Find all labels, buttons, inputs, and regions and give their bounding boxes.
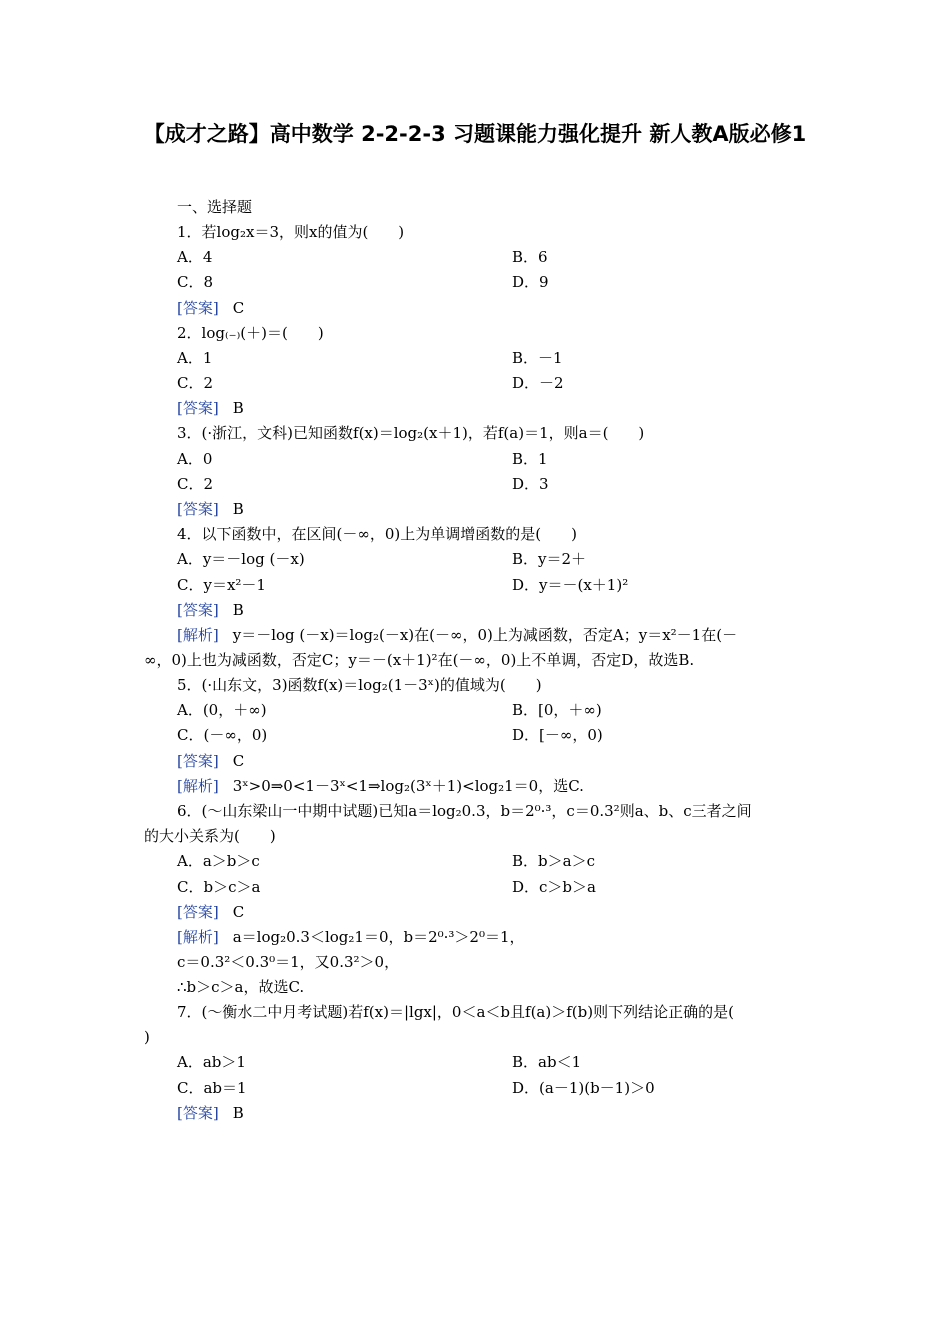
page-title: 【成才之路】高中数学 2-2-2-3 习题课能力强化提升 新人教A版必修1 (143, 122, 807, 146)
q1-option-c: C．8 (177, 273, 214, 291)
q5-option-d: D．[－∞，0) (512, 726, 603, 744)
q2-answer (177, 398, 244, 418)
q7-option-c: C．ab＝1 (177, 1079, 247, 1097)
answer-value: C (232, 752, 245, 770)
q5-answer (177, 751, 244, 771)
section-heading: 一、选择题 (177, 198, 253, 216)
question-4-stem: 4．以下函数中，在区间(－∞，0)上为单调增函数的是( ) (177, 525, 577, 543)
analysis-text: y＝－log (－x)＝log₂(－x)在(－∞，0)上为减函数，否定A；y＝x²－1在(－ (232, 626, 738, 644)
q7-option-d: D．(a－1)(b－1)＞0 (512, 1079, 655, 1097)
q7-answer (177, 1103, 244, 1123)
question-3-stem: 3．(·浙江，文科)已知函数f(x)＝log₂(x＋1)，若f(a)＝1，则a＝( ) (177, 424, 645, 442)
answer-value: C (232, 299, 245, 317)
answer-value: B (232, 500, 244, 518)
q2-option-a: A．1 (177, 349, 213, 367)
analysis-tag: [解析] (177, 928, 219, 946)
q5-option-c: C．(－∞，0) (177, 726, 268, 744)
answer-tag: [答案] (177, 399, 219, 417)
answer-value: B (232, 601, 244, 619)
answer-tag: [答案] (177, 299, 219, 317)
q6-analysis (177, 927, 525, 947)
analysis-text: a＝log₂0.3＜log₂1＝0，b＝2⁰·³＞2⁰＝1， (232, 928, 525, 946)
answer-tag: [答案] (177, 1104, 219, 1122)
q4-option-d: D．y＝－(x＋1)² (512, 576, 629, 594)
q2-option-b: B．－1 (512, 349, 563, 367)
q5-option-b: B．[0，＋∞) (512, 701, 602, 719)
answer-value: C (232, 903, 245, 921)
answer-value: B (232, 1104, 244, 1122)
q6-analysis-line2: c＝0.3²＜0.3⁰＝1，又0.3²＞0， (177, 953, 400, 971)
question-6-stem-cont: 的大小关系为( ) (144, 827, 276, 845)
q6-option-a: A．a＞b＞c (177, 852, 260, 870)
q6-answer (177, 902, 244, 922)
q1-answer (177, 298, 244, 318)
analysis-tag: [解析] (177, 626, 219, 644)
answer-tag: [答案] (177, 500, 219, 518)
q6-analysis-line3: ∴b＞c＞a，故选C. (177, 978, 305, 996)
question-7-stem-cont: ) (144, 1028, 150, 1046)
q1-option-b: B．6 (512, 248, 548, 266)
q3-option-a: A．0 (177, 450, 213, 468)
q2-option-c: C．2 (177, 374, 214, 392)
q4-option-b: B．y＝2＋ (512, 550, 587, 568)
q6-option-d: D．c＞b＞a (512, 878, 596, 896)
question-2-stem: 2．log₍₋₎(＋)＝( ) (177, 324, 324, 342)
q5-analysis (177, 776, 584, 796)
q1-option-d: D．9 (512, 273, 549, 291)
q3-option-d: D．3 (512, 475, 549, 493)
q2-option-d: D．－2 (512, 374, 564, 392)
q4-option-c: C．y＝x²－1 (177, 576, 266, 594)
answer-tag: [答案] (177, 601, 219, 619)
question-6-stem: 6．(～山东梁山一中期中试题)已知a＝log₂0.3，b＝2⁰·³，c＝0.3²则a、b、c三者之间 (177, 802, 752, 820)
q1-option-a: A．4 (177, 248, 213, 266)
analysis-text: 3ˣ>0⇒0<1－3ˣ<1⇒log₂(3ˣ＋1)<log₂1＝0，选C. (232, 777, 584, 795)
answer-tag: [答案] (177, 752, 219, 770)
q3-answer (177, 499, 244, 519)
q5-option-a: A．(0，＋∞) (177, 701, 267, 719)
q4-analysis-cont: ∞，0)上也为减函数，否定C；y＝－(x＋1)²在(－∞，0)上不单调，否定D，故选B. (144, 651, 695, 669)
q3-option-b: B．1 (512, 450, 548, 468)
question-7-stem: 7．(～衡水二中月考试题)若f(x)＝|lgx|，0＜a＜b且f(a)＞f(b)则下列结论正确的是( (177, 1003, 734, 1021)
q4-option-a: A．y＝－log (－x) (177, 550, 305, 568)
answer-tag: [答案] (177, 903, 219, 921)
question-1-stem: 1．若log₂x＝3，则x的值为( ) (177, 223, 405, 241)
answer-value: B (232, 399, 244, 417)
q6-option-b: B．b＞a＞c (512, 852, 595, 870)
question-5-stem: 5．(·山东文，3)函数f(x)＝log₂(1－3ˣ)的值域为( ) (177, 676, 542, 694)
q7-option-a: A．ab＞1 (177, 1053, 246, 1071)
q4-analysis (177, 625, 737, 645)
q3-option-c: C．2 (177, 475, 214, 493)
q4-answer (177, 600, 244, 620)
q7-option-b: B．ab＜1 (512, 1053, 582, 1071)
analysis-tag: [解析] (177, 777, 219, 795)
q6-option-c: C．b＞c＞a (177, 878, 261, 896)
